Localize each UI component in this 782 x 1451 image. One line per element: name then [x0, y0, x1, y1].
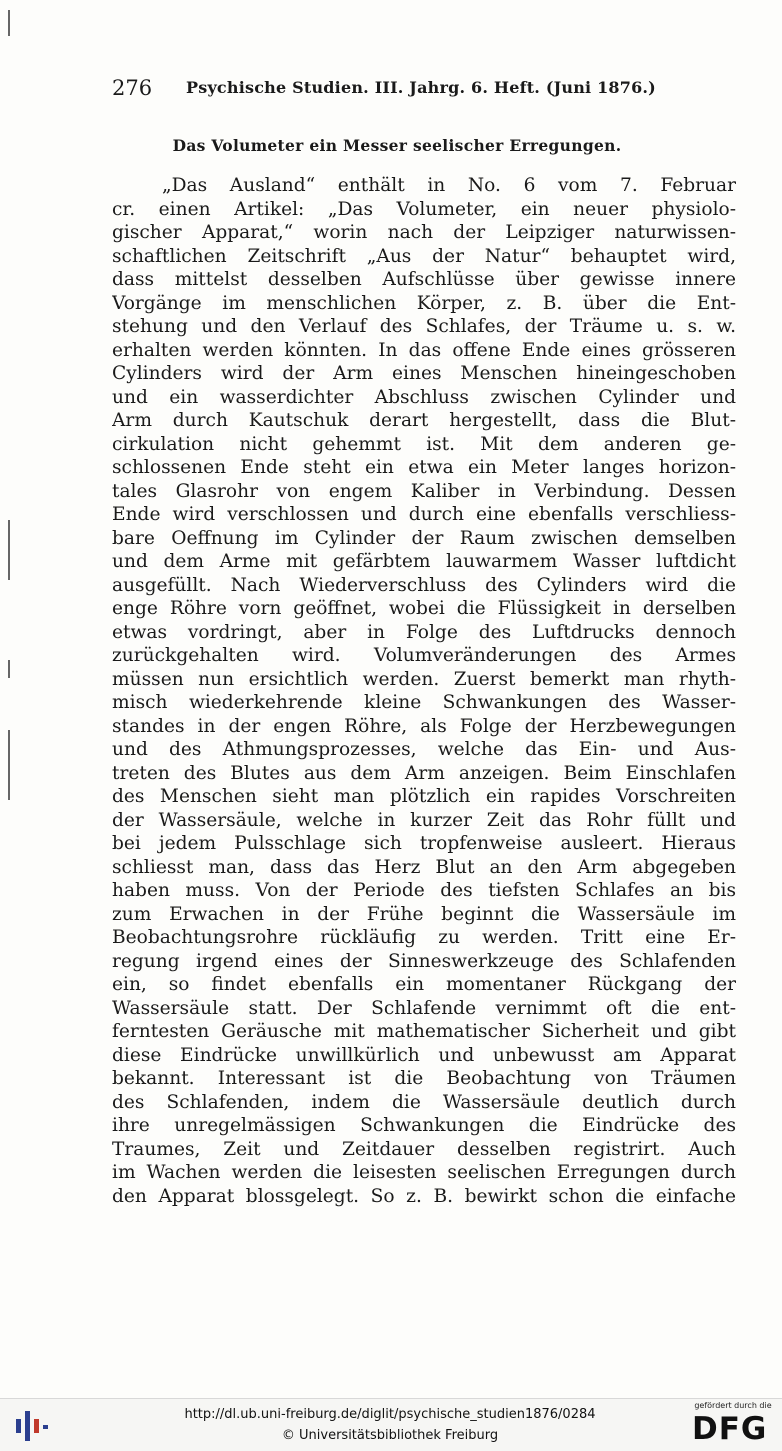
text-line: ausgefüllt. Nach Wiederverschluss des Cylinders wird die	[112, 574, 736, 596]
margin-mark	[8, 730, 10, 800]
text-line: den Apparat blossgelegt. So z. B. bewirkt schon die einfache	[112, 1185, 736, 1207]
text-line: gischer Apparat,“ worin nach der Leipziger naturwissen-	[112, 222, 736, 243]
viewer-footer	[0, 1398, 782, 1451]
text-line: regung irgend eines der Sinneswerkzeuge des Schlafenden	[112, 950, 736, 972]
margin-mark	[8, 10, 10, 36]
text-line: Wassersäule statt. Der Schlafende vernimmt oft die ent-	[112, 997, 736, 1019]
text-line: haben muss. Von der Periode des tiefsten Schlafes an bis	[112, 880, 736, 901]
page-number: 276	[112, 76, 153, 100]
text-line: bekannt. Interessant ist die Beobachtung von Träumen	[112, 1068, 736, 1089]
text-line: der Wassersäule, welche in kurzer Zeit das Rohr füllt und	[112, 809, 736, 831]
text-line: erhalten werden könnten. In das offene Ende eines grösseren	[112, 339, 736, 361]
text-line: Cylinders wird der Arm eines Menschen hineingeschoben	[112, 363, 736, 384]
text-line: cr. einen Artikel: „Das Volumeter, ein neuer physiolo-	[112, 198, 736, 220]
text-line: und des Athmungsprozesses, welche das Ein- und Aus-	[112, 739, 736, 760]
text-line: schliesst man, dass das Herz Blut an den Arm abgegeben	[112, 856, 736, 878]
text-line: müssen nun ersichtlich werden. Zuerst bemerkt man rhyth-	[112, 668, 736, 690]
text-line: Beobachtungsrohre rückläufig zu werden. Tritt eine Er-	[112, 927, 736, 948]
text-line: zurückgehalten wird. Volumveränderungen des Armes	[112, 645, 736, 666]
text-line: Arm durch Kautschuk derart hergestellt, dass die Blut-	[112, 410, 736, 431]
text-line: und dem Arme mit gefärbtem lauwarmem Wasser luftdicht	[112, 551, 736, 572]
text-line: bei jedem Pulsschlage sich tropfenweise ausleert. Hieraus	[112, 833, 736, 854]
text-line: des Schlafenden, indem die Wassersäule deutlich durch	[112, 1091, 736, 1113]
text-line: etwas vordringt, aber in Folge des Luftdrucks dennoch	[112, 621, 736, 643]
text-line: und ein wasserdichter Abschluss zwischen Cylinder und	[112, 386, 736, 408]
text-line: cirkulation nicht gehemmt ist. Mit dem anderen ge-	[112, 433, 736, 455]
sponsor-caption: gefördert durch die	[694, 1401, 772, 1410]
text-line: enge Röhre vorn geöffnet, wobei die Flüssigkeit in derselben	[112, 598, 736, 619]
running-title: Psychische Studien. III. Jahrg. 6. Heft. (Juni 1876.)	[186, 78, 656, 97]
text-line: „Das Ausland“ enthält in No. 6 vom 7. Februar	[162, 175, 736, 196]
text-line: ihre unregelmässigen Schwankungen die Eindrücke des	[112, 1115, 736, 1136]
dfg-logo-text: DFG	[692, 1411, 768, 1447]
text-line: stehung und den Verlauf des Schlafes, der Träume u. s. w.	[112, 316, 736, 337]
article-body	[112, 174, 736, 1208]
text-line: diese Eindrücke unwillkürlich und unbewusst am Apparat	[112, 1044, 736, 1066]
text-line: schaftlichen Zeitschrift „Aus der Natur“ behauptet wird,	[112, 245, 736, 267]
text-line: misch wiederkehrende kleine Schwankungen des Wasser-	[112, 692, 736, 713]
text-line: tales Glasrohr von engem Kaliber in Verbindung. Dessen	[112, 480, 736, 502]
text-line: Vorgänge im menschlichen Körper, z. B. über die Ent-	[112, 292, 736, 314]
text-line: zum Erwachen in der Frühe beginnt die Wassersäule im	[112, 903, 736, 925]
dfg-sponsor-logo	[690, 1401, 776, 1449]
text-line: Traumes, Zeit und Zeitdauer desselben registrirt. Auch	[112, 1138, 736, 1160]
library-logo-icon	[14, 1405, 50, 1445]
text-line: im Wachen werden die leisesten seelischen Erregungen durch	[112, 1162, 736, 1183]
text-line: dass mittelst desselben Aufschlüsse über gewisse innere	[112, 269, 736, 290]
text-line: treten des Blutes aus dem Arm anzeigen. Beim Einschlafen	[112, 762, 736, 784]
running-header	[112, 76, 682, 102]
margin-mark	[8, 660, 10, 678]
article-title: Das Volumeter ein Messer seelischer Erregungen.	[172, 136, 622, 155]
text-line: schlossenen Ende steht ein etwa ein Meter langes horizon-	[112, 457, 736, 478]
text-line: ferntesten Geräusche mit mathematischer Sicherheit und gibt	[112, 1021, 736, 1042]
permalink-url[interactable]: http://dl.ub.uni-freiburg.de/diglit/psychische_studien1876/0284	[184, 1407, 596, 1422]
copyright-notice: © Universitätsbibliothek Freiburg	[281, 1428, 499, 1443]
margin-mark	[8, 520, 10, 580]
text-line: ein, so findet ebenfalls ein momentaner Rückgang der	[112, 974, 736, 995]
text-line: Ende wird verschlossen und durch eine ebenfalls verschliess-	[112, 504, 736, 525]
text-line: des Menschen sieht man plötzlich ein rapides Vorschreiten	[112, 786, 736, 807]
text-line: standes in der engen Röhre, als Folge der Herzbewegungen	[112, 715, 736, 737]
text-line: bare Oeffnung im Cylinder der Raum zwischen demselben	[112, 527, 736, 549]
